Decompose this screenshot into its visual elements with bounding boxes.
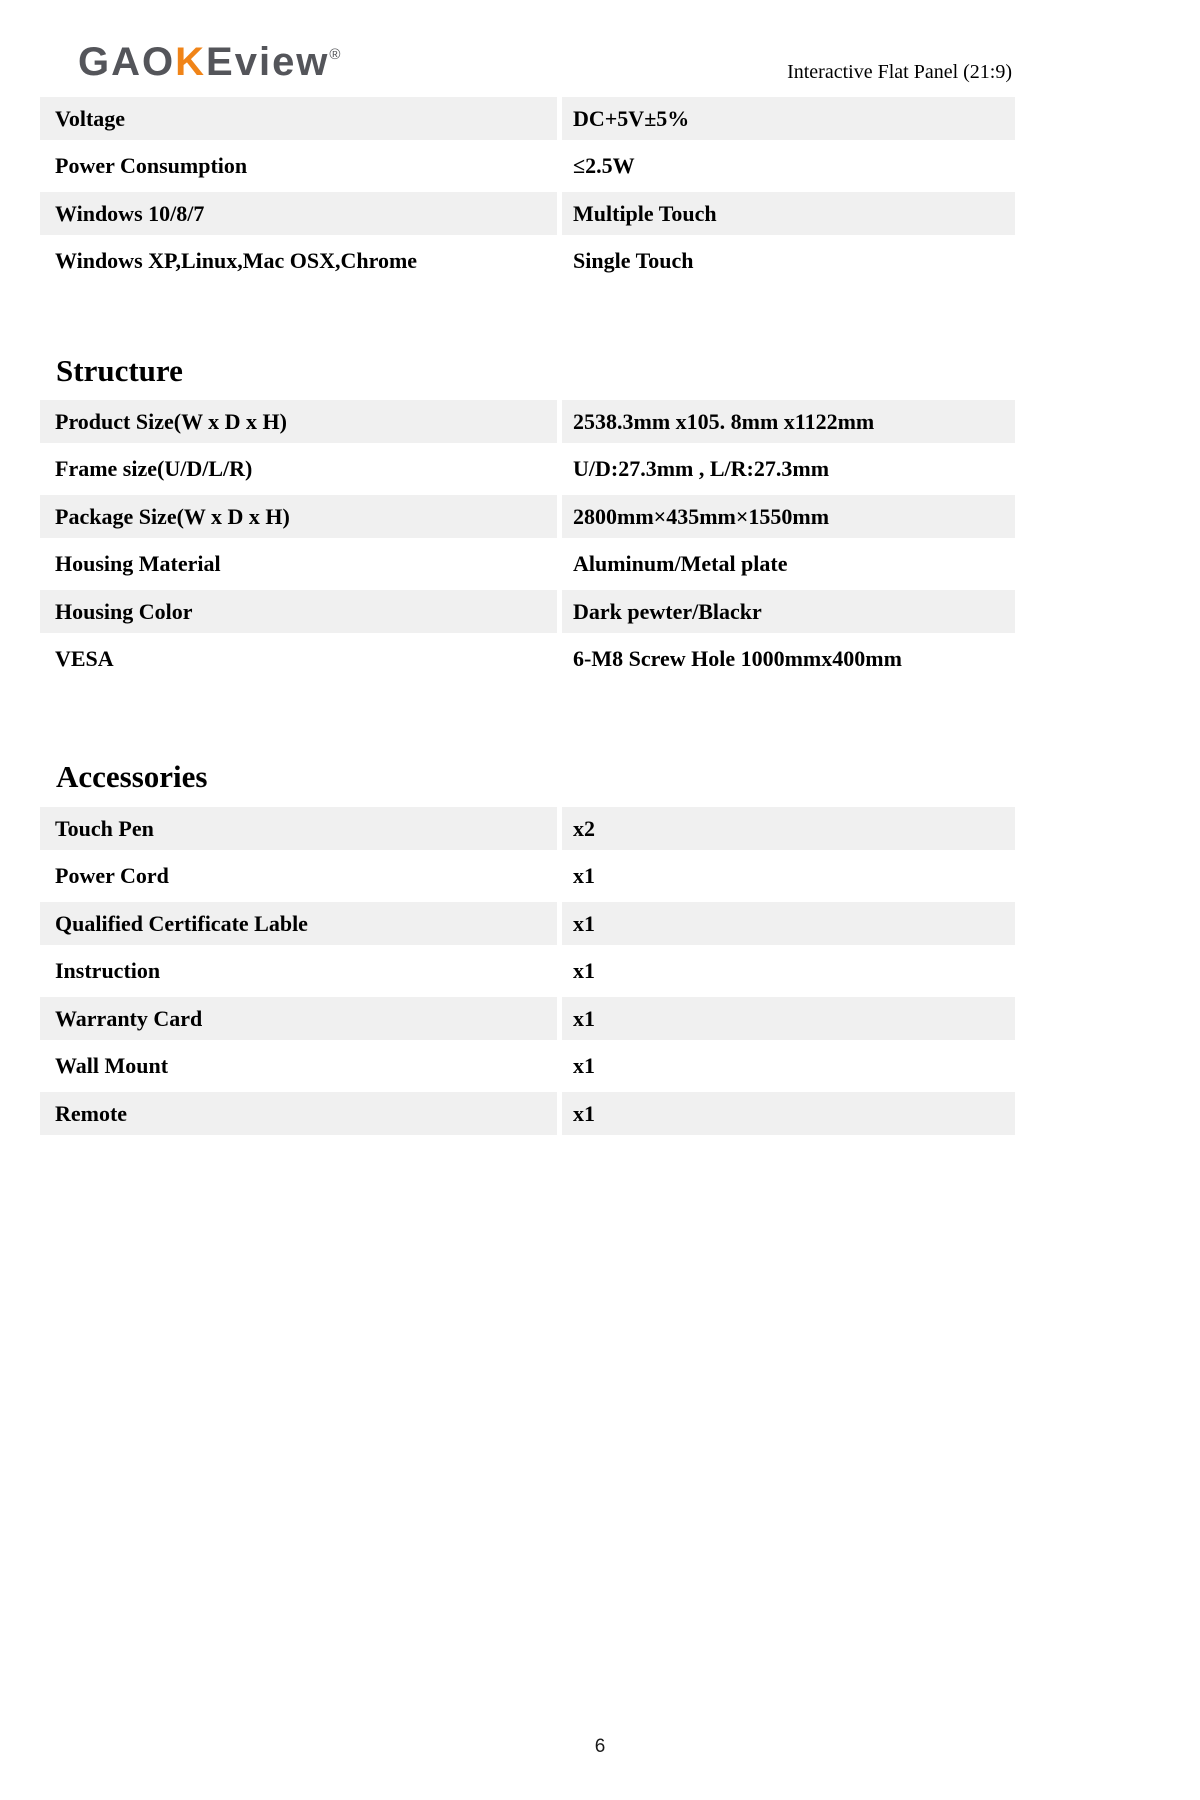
table-row (40, 855, 1015, 898)
registered-trademark-icon: ® (329, 46, 341, 63)
spec-label: Housing Color (40, 590, 557, 633)
table-row (40, 97, 1015, 140)
table-row (40, 192, 1015, 235)
spec-value: Dark pewter/Blackr (562, 590, 1015, 633)
spec-value: 2800mm×435mm×1550mm (562, 495, 1015, 538)
logo-text-gray-1: GAO (78, 40, 176, 84)
logo-text-gray-3: view (234, 40, 330, 84)
table-row (40, 950, 1015, 993)
spec-label: VESA (40, 638, 557, 681)
spec-value: x1 (562, 950, 1015, 993)
spec-value: DC+5V±5% (562, 97, 1015, 140)
spec-value: Single Touch (562, 240, 1015, 283)
spec-label: Frame size(U/D/L/R) (40, 448, 557, 491)
spec-value: Multiple Touch (562, 192, 1015, 235)
table-row (40, 1092, 1015, 1135)
spec-label: Voltage (40, 97, 557, 140)
spec-value: x2 (562, 807, 1015, 850)
table-row (40, 495, 1015, 538)
section-heading-structure: Structure (56, 353, 183, 388)
table-row (40, 400, 1015, 443)
table-row (40, 1045, 1015, 1088)
spec-value: 6-M8 Screw Hole 1000mmx400mm (562, 638, 1015, 681)
spec-value: x1 (562, 997, 1015, 1040)
spec-value: x1 (562, 1045, 1015, 1088)
spec-label: Package Size(W x D x H) (40, 495, 557, 538)
spec-label: Product Size(W x D x H) (40, 400, 557, 443)
spec-value: ≤2.5W (562, 145, 1015, 188)
spec-label: Windows XP,Linux,Mac OSX,Chrome (40, 240, 557, 283)
spec-label: Warranty Card (40, 997, 557, 1040)
table-row (40, 145, 1015, 188)
table-row (40, 590, 1015, 633)
table-row (40, 543, 1015, 586)
table-row (40, 997, 1015, 1040)
spec-label: Housing Material (40, 543, 557, 586)
page-number: 6 (594, 1736, 606, 1757)
table-row (40, 807, 1015, 850)
logo-text-accent: K (175, 40, 207, 84)
logo-text-gray-2: E (206, 40, 235, 84)
spec-label: Power Consumption (40, 145, 557, 188)
spec-value: 2538.3mm x105. 8mm x1122mm (562, 400, 1015, 443)
spec-value: U/D:27.3mm , L/R:27.3mm (562, 448, 1015, 491)
spec-value: x1 (562, 855, 1015, 898)
spec-label: Remote (40, 1092, 557, 1135)
spec-label: Touch Pen (40, 807, 557, 850)
spec-label: Windows 10/8/7 (40, 192, 557, 235)
spec-value: x1 (562, 1092, 1015, 1135)
brand-logo (78, 40, 340, 85)
spec-label: Power Cord (40, 855, 557, 898)
spec-label: Wall Mount (40, 1045, 557, 1088)
table-row (40, 448, 1015, 491)
structure-table (40, 400, 1015, 685)
spec-table (40, 97, 1015, 287)
spec-label: Instruction (40, 950, 557, 993)
spec-label: Qualified Certificate Lable (40, 902, 557, 945)
table-row (40, 902, 1015, 945)
document-title: Interactive Flat Panel (21:9) (787, 61, 1012, 83)
table-row (40, 240, 1015, 283)
section-heading-accessories: Accessories (56, 759, 208, 794)
table-row (40, 638, 1015, 681)
spec-value: x1 (562, 902, 1015, 945)
accessories-table (40, 807, 1015, 1140)
spec-value: Aluminum/Metal plate (562, 543, 1015, 586)
